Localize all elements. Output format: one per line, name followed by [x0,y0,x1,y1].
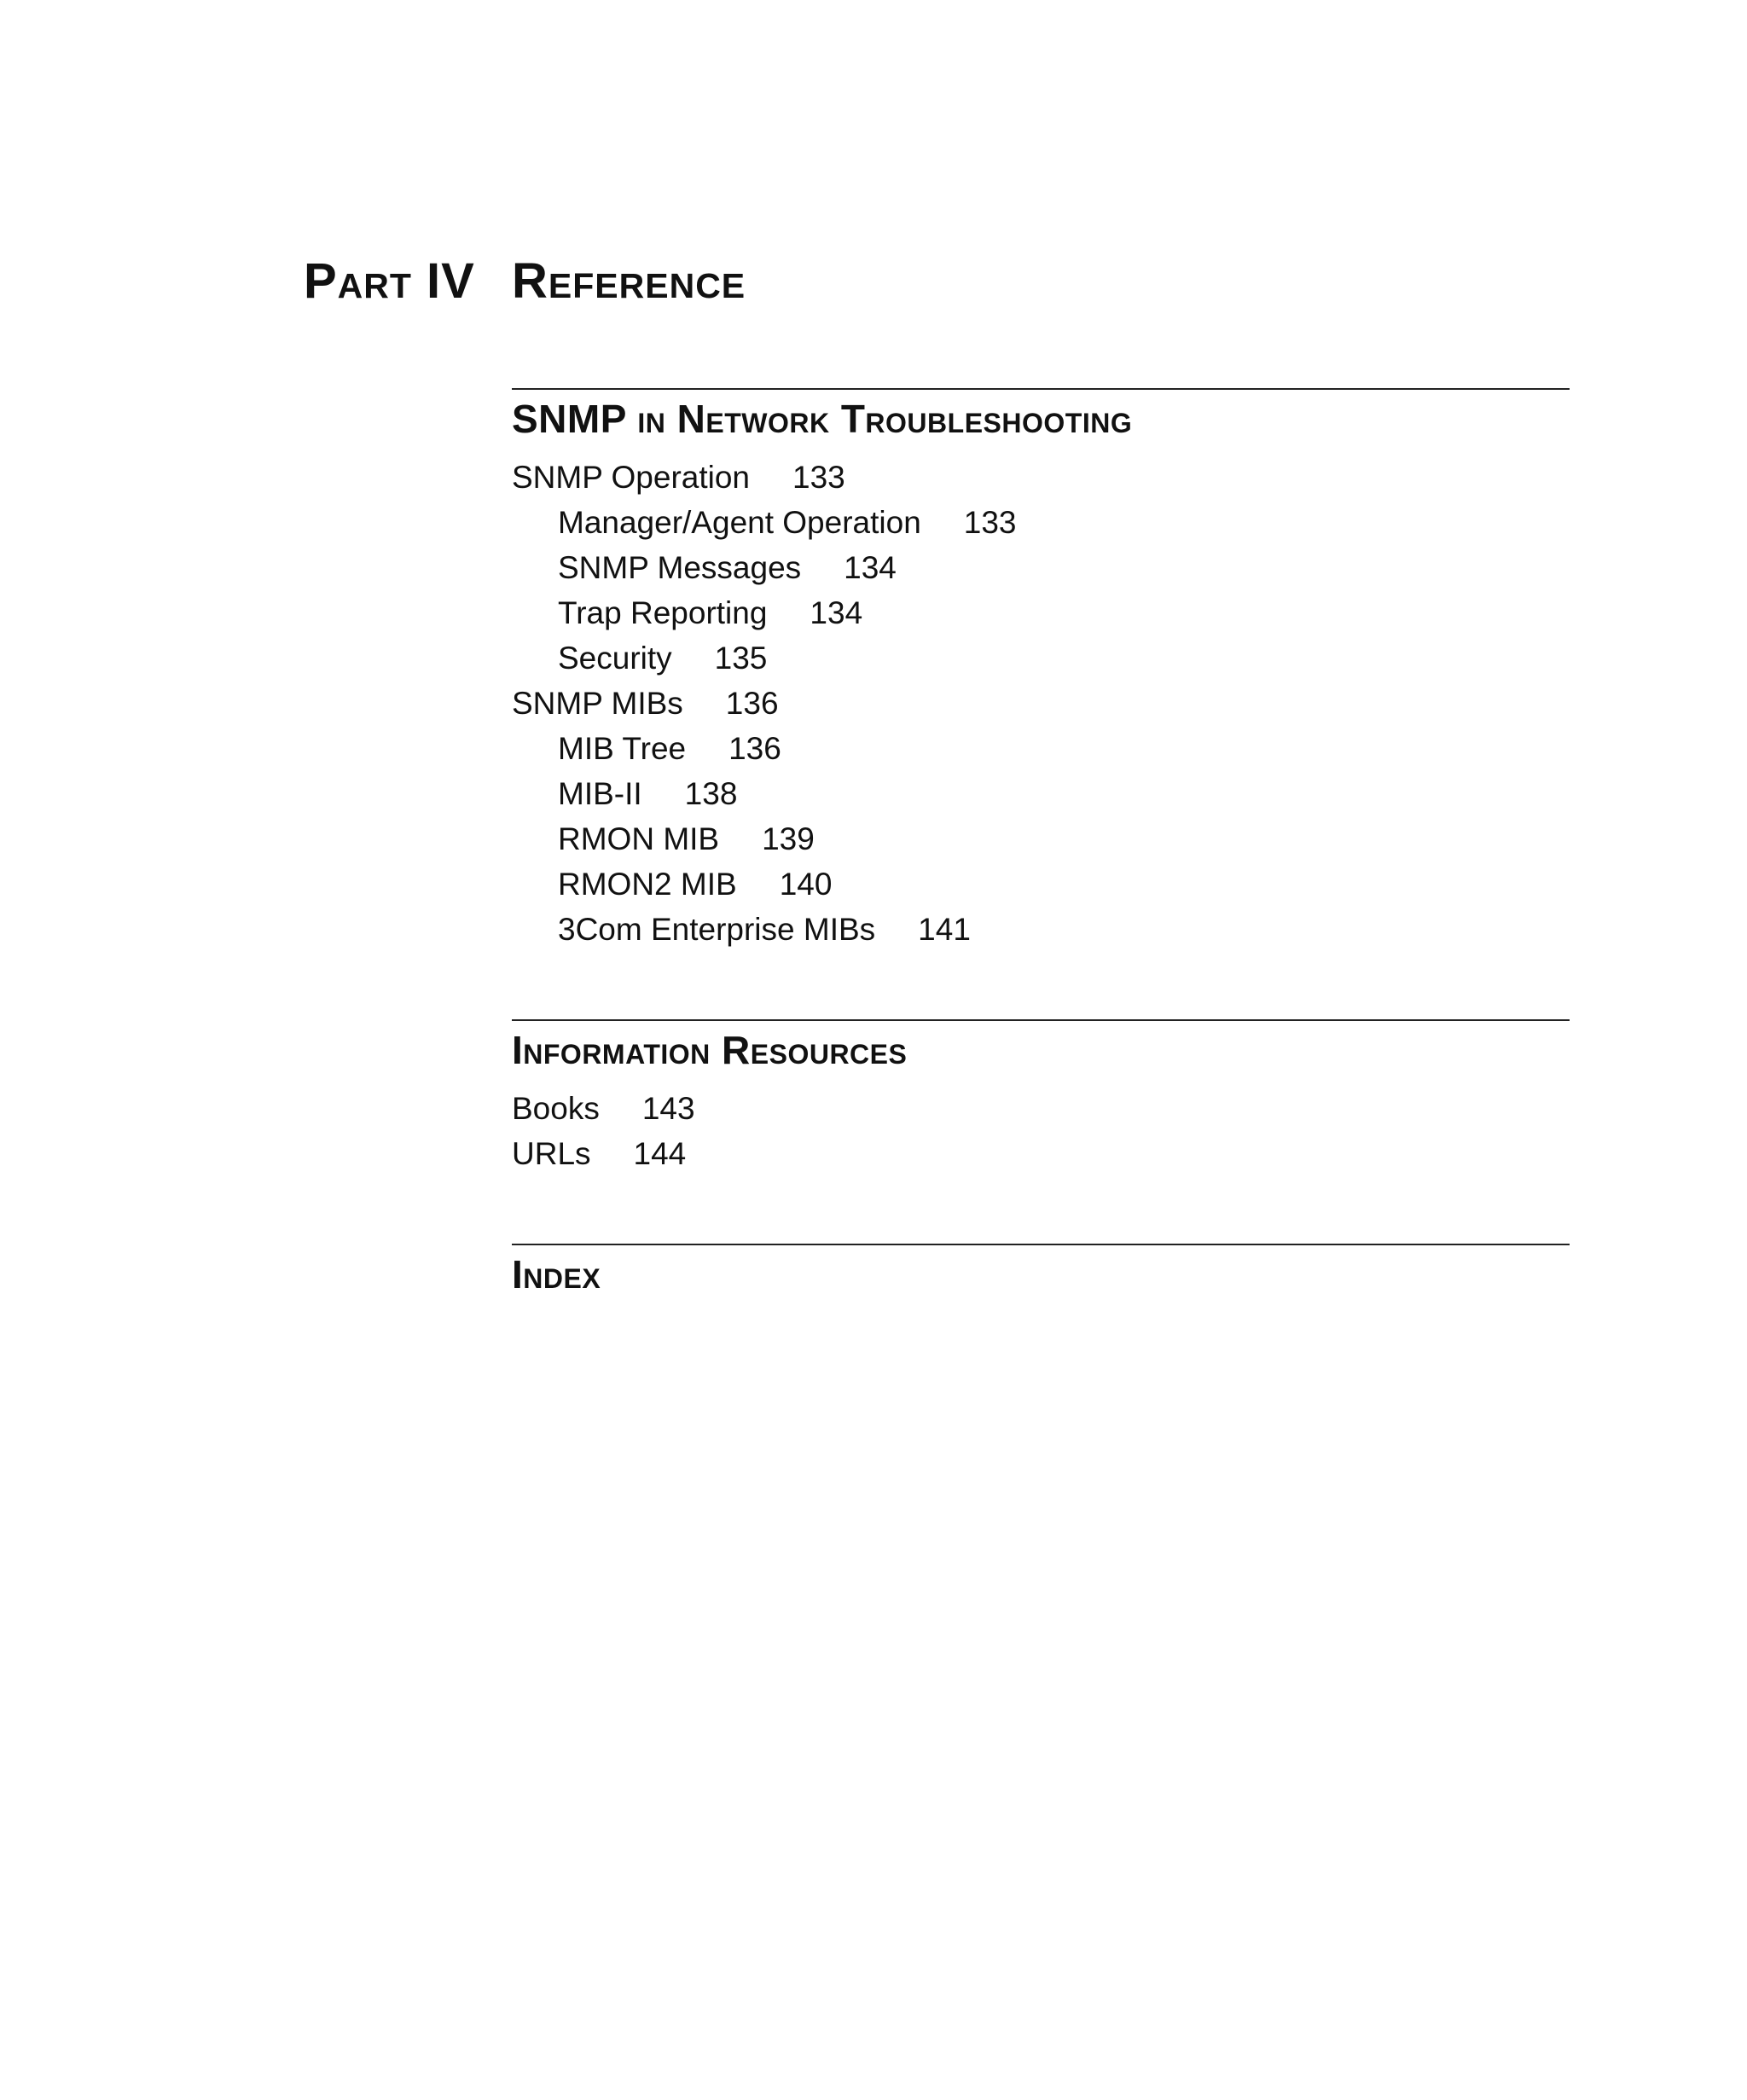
toc-entry-title: Manager/Agent Operation [558,505,921,540]
part-heading [304,252,746,310]
toc-entry-title: RMON MIB [558,821,720,856]
toc-entry[interactable] [512,1131,1570,1176]
section-title[interactable]: SNMP in Network Troubleshooting [512,397,1133,441]
section-index [512,1244,1570,1298]
toc-entry[interactable] [512,816,1570,861]
toc-entry[interactable] [512,590,1570,635]
toc-page-number: 136 [725,686,779,721]
toc-entry[interactable] [512,545,1570,590]
toc-entry-title: SNMP MIBs [512,686,683,721]
toc-entry[interactable] [512,1086,1570,1131]
section-information-resources [512,1019,1570,1176]
toc-page-number: 134 [844,550,897,585]
toc-entry-title: Books [512,1091,600,1126]
toc-entry-title: SNMP Messages [558,550,802,585]
toc-entry[interactable] [512,861,1570,907]
toc-entry[interactable] [512,726,1570,771]
toc-page-number: 138 [684,776,738,811]
toc-entry-title: URLs [512,1136,591,1171]
toc-page-number: 143 [641,1091,695,1126]
toc-entry-title: MIB-II [558,776,642,811]
toc-page-number: 141 [918,912,971,947]
toc-entry[interactable] [512,500,1570,545]
toc-entry-title: Security [558,641,672,676]
part-title: Reference [512,253,746,309]
toc-entry-title: Trap Reporting [558,595,768,630]
toc-page-number: 136 [728,731,781,766]
section-title[interactable]: Index [512,1252,601,1297]
toc-page-number: 133 [792,460,845,495]
toc-entry-title: MIB Tree [558,731,687,766]
toc-list [512,455,1570,952]
toc-entry-title: 3Com Enterprise MIBs [558,912,876,947]
toc-list [512,1086,1570,1176]
toc-entry[interactable] [512,907,1570,952]
toc-entry[interactable] [512,681,1570,726]
toc-entry[interactable] [512,635,1570,681]
toc-page-number: 144 [633,1136,687,1171]
toc-page-number: 134 [810,595,863,630]
toc-entry-title: RMON2 MIB [558,867,737,902]
toc-entry[interactable] [512,455,1570,500]
toc-page-number: 135 [714,641,768,676]
toc-entry-title: SNMP Operation [512,460,750,495]
section-snmp-troubleshooting [512,388,1570,952]
part-label: Part IV [304,253,475,309]
toc-page-number: 140 [779,867,833,902]
toc-entry[interactable] [512,771,1570,816]
section-title[interactable]: Information Resources [512,1028,908,1072]
toc-page-number: 139 [762,821,815,856]
toc-page-number: 133 [963,505,1017,540]
